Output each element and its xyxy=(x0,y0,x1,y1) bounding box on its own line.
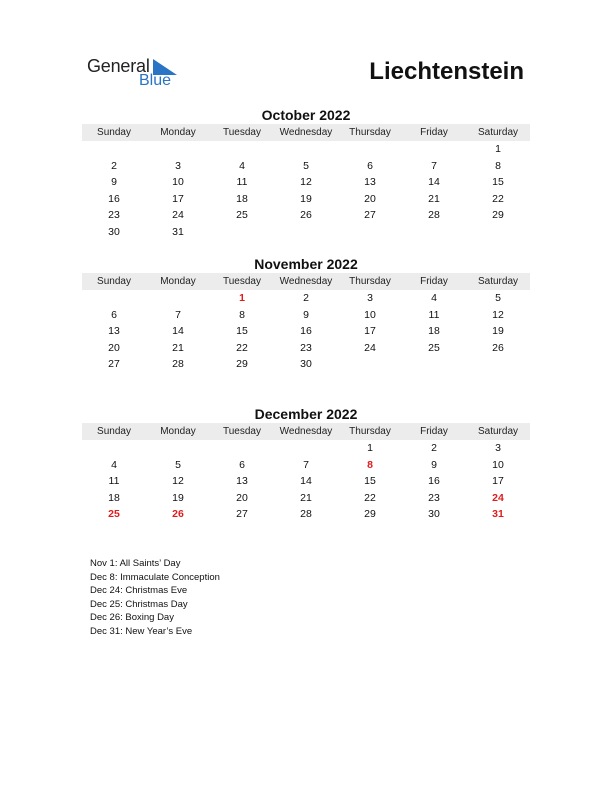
day-cell: 16 xyxy=(108,192,120,205)
day-cell: 26 xyxy=(300,209,312,222)
day-cell: 10 xyxy=(492,458,504,471)
weekday-header-row xyxy=(82,124,530,141)
holiday-day-cell: 1 xyxy=(239,292,245,304)
week-row xyxy=(82,440,530,457)
weekday-label: Wednesday xyxy=(279,127,333,138)
day-cell: 18 xyxy=(428,325,440,338)
day-cell: 16 xyxy=(428,475,440,488)
day-cell xyxy=(338,141,402,158)
day-cell: 19 xyxy=(172,491,184,504)
day-cell xyxy=(210,440,274,457)
weekday-label: Friday xyxy=(420,127,448,138)
logo-word-blue: Blue xyxy=(139,72,172,89)
day-cell: 7 xyxy=(175,308,181,321)
week-row xyxy=(82,290,530,307)
day-cell: 24 xyxy=(364,341,376,354)
day-cell: 22 xyxy=(364,491,376,504)
day-cell: 10 xyxy=(172,176,184,189)
day-cell xyxy=(402,356,466,373)
day-cell: 14 xyxy=(428,176,440,189)
day-cell: 3 xyxy=(367,292,373,304)
day-cell: 17 xyxy=(172,192,184,205)
month-october xyxy=(82,106,530,241)
weekday-label: Friday xyxy=(420,276,448,287)
day-cell: 25 xyxy=(236,209,248,222)
weekday-label: Thursday xyxy=(349,426,391,437)
week-row xyxy=(82,158,530,175)
day-cell: 2 xyxy=(111,159,117,172)
day-cell xyxy=(274,141,338,158)
day-cell: 11 xyxy=(108,475,120,488)
day-cell: 6 xyxy=(239,458,245,471)
day-cell: 20 xyxy=(236,491,248,504)
day-cell: 2 xyxy=(431,442,437,454)
weekday-label: Thursday xyxy=(349,276,391,287)
day-cell xyxy=(146,440,210,457)
month-december xyxy=(82,405,530,523)
week-row xyxy=(82,340,530,357)
day-cell: 1 xyxy=(367,442,373,454)
day-cell: 1 xyxy=(495,143,501,155)
day-cell: 6 xyxy=(367,159,373,172)
holiday-day-cell: 8 xyxy=(367,458,373,471)
day-cell: 15 xyxy=(236,325,248,338)
weekday-label: Saturday xyxy=(477,276,519,287)
day-cell: 7 xyxy=(431,159,437,172)
day-cell: 18 xyxy=(108,491,120,504)
weekday-label: Thursday xyxy=(349,127,391,138)
holiday-day-cell: 26 xyxy=(172,508,184,521)
day-cell: 19 xyxy=(492,325,504,338)
weekday-label: Friday xyxy=(420,426,448,437)
day-cell: 4 xyxy=(431,292,437,304)
week-row xyxy=(82,207,530,224)
weekday-label: Monday xyxy=(160,276,196,287)
holiday-day-cell: 25 xyxy=(108,508,120,521)
day-cell: 9 xyxy=(111,176,117,189)
month-title: October 2022 xyxy=(261,107,351,123)
day-cell: 29 xyxy=(364,508,376,521)
holiday-entry: Dec 24: Christmas Eve xyxy=(90,585,188,597)
day-cell: 23 xyxy=(108,209,120,222)
day-cell: 30 xyxy=(428,508,440,521)
weekday-header-row xyxy=(82,423,530,440)
day-cell: 28 xyxy=(428,209,440,222)
week-row xyxy=(82,307,530,324)
day-cell: 5 xyxy=(303,159,309,172)
day-cell: 5 xyxy=(495,292,501,304)
day-cell: 28 xyxy=(172,358,184,371)
month-title: November 2022 xyxy=(254,256,358,272)
week-row xyxy=(82,141,530,158)
weekday-label: Monday xyxy=(160,127,196,138)
day-cell xyxy=(146,290,210,307)
day-cell: 27 xyxy=(364,209,376,222)
holiday-entry: Dec 8: Immaculate Conception xyxy=(90,571,220,583)
weekday-label: Tuesday xyxy=(223,127,261,138)
day-cell: 21 xyxy=(428,192,440,205)
day-cell: 13 xyxy=(108,325,120,338)
day-cell: 19 xyxy=(300,192,312,205)
week-row xyxy=(82,174,530,191)
day-cell: 22 xyxy=(236,341,248,354)
month-title: December 2022 xyxy=(254,406,358,422)
holiday-entry: Dec 31: New Year’s Eve xyxy=(90,625,193,637)
day-cell xyxy=(466,224,530,241)
weekday-label: Tuesday xyxy=(223,276,261,287)
day-cell: 16 xyxy=(300,325,312,338)
day-cell: 27 xyxy=(236,508,248,521)
day-cell: 14 xyxy=(300,475,312,488)
day-cell xyxy=(82,141,146,158)
day-cell: 22 xyxy=(492,192,504,205)
day-cell: 25 xyxy=(428,341,440,354)
day-cell: 28 xyxy=(300,508,312,521)
generalblue-logo xyxy=(87,56,187,92)
day-cell: 3 xyxy=(495,442,501,454)
day-cell: 8 xyxy=(239,308,245,321)
holiday-entry: Dec 25: Christmas Day xyxy=(90,598,188,610)
day-cell: 3 xyxy=(175,159,181,172)
day-cell xyxy=(210,224,274,241)
weekday-label: Sunday xyxy=(97,127,131,138)
day-cell: 26 xyxy=(492,341,504,354)
day-cell: 4 xyxy=(111,458,117,471)
day-cell: 12 xyxy=(492,308,504,321)
day-cell xyxy=(402,141,466,158)
weekday-label: Monday xyxy=(160,426,196,437)
day-cell: 5 xyxy=(175,458,181,471)
weekday-label: Wednesday xyxy=(279,426,333,437)
day-cell: 21 xyxy=(172,341,184,354)
day-cell: 9 xyxy=(303,308,309,321)
weekday-header-row xyxy=(82,273,530,290)
day-cell: 11 xyxy=(428,308,440,321)
day-cell: 8 xyxy=(495,159,501,172)
weekday-label: Saturday xyxy=(477,127,519,138)
day-cell xyxy=(274,224,338,241)
day-cell: 23 xyxy=(428,491,440,504)
day-cell: 27 xyxy=(108,358,120,371)
week-row xyxy=(82,457,530,474)
day-cell: 17 xyxy=(492,475,504,488)
day-cell xyxy=(466,356,530,373)
week-row xyxy=(82,506,530,523)
day-cell xyxy=(338,224,402,241)
week-row xyxy=(82,191,530,208)
day-cell: 31 xyxy=(172,225,184,238)
day-cell: 15 xyxy=(492,176,504,189)
day-cell: 12 xyxy=(300,176,312,189)
country-title: Liechtenstein xyxy=(369,58,524,85)
holiday-entry: Nov 1: All Saints’ Day xyxy=(90,558,181,569)
day-cell: 4 xyxy=(239,159,245,172)
logo-word-general: General xyxy=(87,56,150,76)
day-cell xyxy=(402,224,466,241)
day-cell: 10 xyxy=(364,308,376,321)
week-row xyxy=(82,490,530,507)
day-cell: 15 xyxy=(364,475,376,488)
day-cell: 9 xyxy=(431,458,437,471)
holiday-day-cell: 24 xyxy=(492,491,504,504)
holiday-day-cell: 31 xyxy=(492,508,504,521)
day-cell: 20 xyxy=(364,192,376,205)
day-cell xyxy=(338,356,402,373)
day-cell: 14 xyxy=(172,325,184,338)
day-cell: 13 xyxy=(236,475,248,488)
day-cell xyxy=(82,440,146,457)
day-cell: 12 xyxy=(172,475,184,488)
weekday-label: Sunday xyxy=(97,276,131,287)
holiday-list xyxy=(90,557,220,639)
day-cell xyxy=(82,290,146,307)
day-cell: 30 xyxy=(300,358,312,371)
month-november xyxy=(82,255,530,373)
day-cell: 17 xyxy=(364,325,376,338)
day-cell: 11 xyxy=(236,176,248,189)
day-cell xyxy=(210,141,274,158)
day-cell: 29 xyxy=(492,209,504,222)
day-cell xyxy=(274,440,338,457)
week-row xyxy=(82,224,530,241)
day-cell: 13 xyxy=(364,176,376,189)
weekday-label: Sunday xyxy=(97,426,131,437)
weekday-label: Wednesday xyxy=(279,276,333,287)
weekday-label: Tuesday xyxy=(223,426,261,437)
day-cell: 6 xyxy=(111,308,117,321)
day-cell xyxy=(146,141,210,158)
day-cell: 21 xyxy=(300,491,312,504)
week-row xyxy=(82,323,530,340)
day-cell: 29 xyxy=(236,358,248,371)
day-cell: 20 xyxy=(108,341,120,354)
day-cell: 18 xyxy=(236,192,248,205)
week-row xyxy=(82,356,530,373)
day-cell: 24 xyxy=(172,209,184,222)
day-cell: 30 xyxy=(108,225,120,238)
day-cell: 23 xyxy=(300,341,312,354)
holiday-entry: Dec 26: Boxing Day xyxy=(90,612,174,624)
week-row xyxy=(82,473,530,490)
weekday-label: Saturday xyxy=(477,426,519,437)
day-cell: 2 xyxy=(303,292,309,304)
day-cell: 7 xyxy=(303,458,309,471)
